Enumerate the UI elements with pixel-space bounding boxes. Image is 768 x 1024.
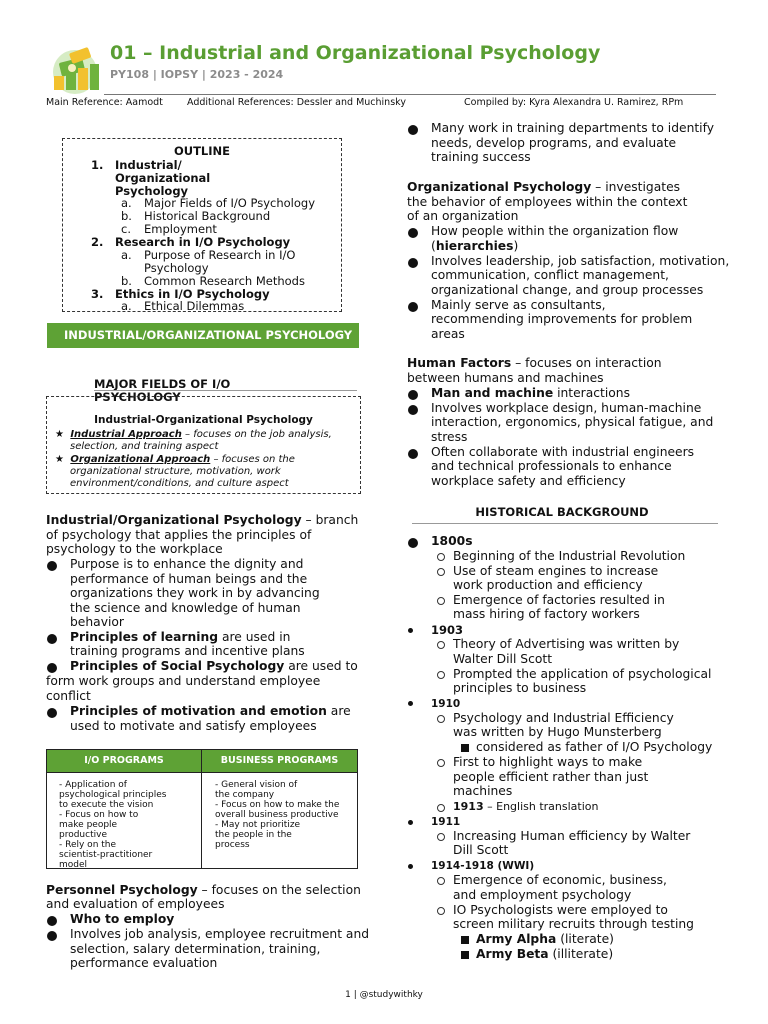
personnel-line-2: and evaluation of employees bbox=[46, 897, 225, 911]
bullet-icon bbox=[408, 125, 418, 135]
purpose-line: organizations they work in by advancing bbox=[70, 586, 320, 600]
section-bar-io-psychology: INDUSTRIAL/ORGANIZATIONAL PSYCHOLOGY bbox=[47, 323, 359, 348]
programs-table bbox=[46, 749, 358, 869]
personnel-bullet-line: performance evaluation bbox=[70, 956, 218, 970]
small-bullet-icon bbox=[408, 820, 413, 825]
outline-item: Employment bbox=[144, 222, 217, 236]
principles-social-term: Principles of Social Psychology bbox=[70, 659, 285, 673]
outline-item: Historical Background bbox=[144, 209, 271, 223]
small-bullet-icon bbox=[408, 628, 413, 633]
org-bullet-line: communication, conflict management, bbox=[431, 268, 669, 282]
square-bullet-icon bbox=[461, 951, 469, 959]
principles-motivation-term: Principles of motivation and emotion bbox=[70, 704, 327, 718]
principles-social-text: are used to bbox=[284, 659, 358, 673]
outline-num: a. bbox=[121, 248, 132, 262]
history-item: considered as father of I/O Psychology bbox=[476, 740, 713, 754]
history-item: mass hiring of factory workers bbox=[453, 607, 640, 621]
purpose-line: performance of human beings and the bbox=[70, 572, 308, 586]
year-1903: 1903 bbox=[431, 623, 464, 637]
man-machine-term: Man and machine bbox=[431, 386, 554, 400]
table-cell: - General vision of bbox=[215, 780, 298, 790]
industrial-approach-desc: – focuses on the job analysis, bbox=[181, 429, 332, 440]
year-1914-1918: 1914-1918 (WWI) bbox=[431, 860, 535, 872]
human-factors-line-1 bbox=[407, 356, 662, 371]
io-approaches-box bbox=[46, 396, 361, 494]
course-subtitle: PY108 | IOPSY | 2023 - 2024 bbox=[110, 68, 284, 81]
square-bullet-icon bbox=[461, 744, 469, 752]
table-divider bbox=[201, 750, 202, 868]
table-cell: make people bbox=[59, 820, 118, 830]
definition-text: – branch bbox=[301, 513, 359, 527]
personnel-bullet-line: Involves job analysis, employee recruitment and bbox=[70, 927, 370, 941]
hf-bullet-line bbox=[431, 386, 630, 401]
purpose-line: the science and knowledge of human bbox=[70, 601, 301, 615]
outline-item: Research in I/O Psychology bbox=[115, 235, 291, 249]
historical-background-heading: HISTORICAL BACKGROUND bbox=[475, 505, 649, 519]
io-box-title: Industrial-Organizational Psychology bbox=[94, 414, 313, 426]
personnel-line-1 bbox=[46, 883, 361, 898]
hollow-bullet-icon bbox=[437, 715, 445, 723]
org-bullet-line: Involves leadership, job satisfaction, motivation, bbox=[431, 254, 730, 268]
outline-num: 3. bbox=[91, 287, 104, 301]
hollow-bullet-icon bbox=[437, 759, 445, 767]
training-line: needs, develop programs, and evaluate bbox=[431, 136, 677, 150]
small-bullet-icon bbox=[408, 701, 413, 706]
definition-line-1 bbox=[46, 513, 358, 528]
history-item: screen military recruits through testing bbox=[453, 917, 694, 931]
history-item: Beginning of the Industrial Revolution bbox=[453, 549, 686, 563]
bullet-icon bbox=[47, 663, 57, 673]
hf-bullet-line: stress bbox=[431, 430, 468, 444]
org-approach-desc-3: environment/conditions, and culture aspect bbox=[70, 478, 289, 489]
army-alpha-term: Army Alpha bbox=[476, 932, 557, 946]
outline-title: OUTLINE bbox=[173, 144, 231, 158]
history-item: Emergence of economic, business, bbox=[453, 873, 667, 887]
major-fields-heading-2: PSYCHOLOGY bbox=[94, 390, 181, 404]
org-bullet-line: organizational change, and group processes bbox=[431, 283, 704, 297]
outline-num: b. bbox=[121, 274, 132, 288]
table-cell: to execute the vision bbox=[59, 800, 154, 810]
table-cell: productive bbox=[59, 830, 107, 840]
outline-box bbox=[62, 138, 342, 312]
industrial-approach-line: ★ Industrial Approach – focuses on the job analysis, bbox=[55, 429, 332, 440]
org-approach-line: ★ Organizational Approach – focuses on the bbox=[55, 454, 295, 465]
table-cell: - May not prioritize bbox=[215, 820, 301, 830]
org-psych-line-3: of an organization bbox=[407, 209, 519, 223]
table-header-business-programs: BUSINESS PROGRAMS bbox=[202, 750, 357, 772]
bullet-icon bbox=[47, 708, 57, 718]
major-fields-heading: MAJOR FIELDS OF I/O bbox=[94, 377, 231, 391]
history-item: people efficient rather than just bbox=[453, 770, 649, 784]
table-cell: the people in the bbox=[215, 830, 292, 840]
year-1911: 1911 bbox=[431, 816, 461, 828]
personnel-term: Personnel Psychology bbox=[46, 883, 198, 897]
money-logo-icon bbox=[46, 42, 104, 94]
table-cell: - Focus on how to bbox=[59, 810, 139, 820]
industrial-approach-desc-2: selection, and training aspect bbox=[70, 441, 219, 452]
history-item: IO Psychologists were employed to bbox=[453, 903, 668, 917]
history-item: Theory of Advertising was written by bbox=[453, 637, 680, 651]
org-bullet-line: areas bbox=[431, 327, 465, 341]
principles-motivation-line bbox=[70, 704, 351, 719]
page-footer: 1 | @studywithky bbox=[345, 990, 423, 1000]
army-beta-line bbox=[476, 947, 613, 962]
additional-references: Additional References: Dessler and Muchinsky bbox=[187, 97, 406, 108]
history-item: Walter Dill Scott bbox=[453, 652, 553, 666]
hollow-bullet-icon bbox=[437, 568, 445, 576]
org-psych-line-2: the behavior of employees within the context bbox=[407, 195, 688, 209]
hollow-bullet-icon bbox=[437, 553, 445, 561]
principles-learning-line bbox=[70, 630, 290, 645]
outline-num: 1. bbox=[91, 158, 104, 172]
year-1910: 1910 bbox=[431, 698, 461, 710]
man-machine-text: interactions bbox=[553, 386, 630, 400]
main-reference: Main Reference: Aamodt bbox=[46, 97, 163, 108]
table-cell: overall business productive bbox=[215, 810, 339, 820]
principles-social-line bbox=[70, 659, 358, 674]
bullet-icon bbox=[47, 931, 57, 941]
personnel-bullet-line: selection, salary determination, training, bbox=[70, 942, 321, 956]
personnel-text: – focuses on the selection bbox=[197, 883, 361, 897]
outline-item: Major Fields of I/O Psychology bbox=[144, 196, 316, 210]
outline-item: Purpose of Research in I/O bbox=[144, 248, 296, 262]
table-cell: the company bbox=[215, 790, 275, 800]
outline-item: Psychology bbox=[144, 261, 209, 275]
org-psych-line-1 bbox=[407, 180, 680, 195]
history-item: work production and efficiency bbox=[453, 578, 643, 592]
hf-bullet-line: Involves workplace design, human-machine bbox=[431, 401, 702, 415]
army-alpha-line bbox=[476, 932, 614, 947]
industrial-approach-term: Industrial Approach bbox=[70, 429, 182, 440]
outline-num: c. bbox=[121, 222, 131, 236]
outline-item: Common Research Methods bbox=[144, 274, 305, 288]
bullet-icon bbox=[408, 538, 418, 548]
principles-learning-term: Principles of learning bbox=[70, 630, 219, 644]
english-translation: – English translation bbox=[483, 800, 599, 813]
bullet-icon bbox=[47, 561, 57, 571]
hollow-bullet-icon bbox=[437, 671, 445, 679]
principles-learning-text: are used in bbox=[218, 630, 291, 644]
bullet-icon bbox=[408, 405, 418, 415]
history-1913-line bbox=[453, 800, 598, 815]
outline-num: 2. bbox=[91, 235, 104, 249]
heading-rule bbox=[412, 523, 718, 524]
org-bullet-line: How people within the organization flow bbox=[431, 224, 679, 238]
hollow-bullet-icon bbox=[437, 907, 445, 915]
outline-item: Ethics in I/O Psychology bbox=[115, 287, 270, 301]
army-alpha-text: (literate) bbox=[556, 932, 614, 946]
hollow-bullet-icon bbox=[437, 804, 445, 812]
year-1913: 1913 bbox=[453, 800, 484, 813]
org-bullet-line bbox=[431, 239, 518, 254]
bullet-icon bbox=[408, 228, 418, 238]
human-factors-term: Human Factors bbox=[407, 356, 512, 370]
principles-social-line-3: conflict bbox=[46, 689, 91, 703]
history-item: machines bbox=[453, 784, 513, 798]
hf-bullet-line: and technical professionals to enhance bbox=[431, 459, 672, 473]
table-cell: psychological principles bbox=[59, 790, 167, 800]
hf-bullet-line: interaction, ergonomics, physical fatigue, and bbox=[431, 415, 714, 429]
hf-bullet-line: workplace safety and efficiency bbox=[431, 474, 626, 488]
history-item: was written by Hugo Munsterberg bbox=[453, 725, 662, 739]
table-header-io-programs: I/O PROGRAMS bbox=[47, 750, 201, 772]
outline-num: b. bbox=[121, 209, 132, 223]
definition-line-2: of psychology that applies the principles of bbox=[46, 528, 312, 542]
org-approach-desc-2: organizational structure, motivation, work bbox=[70, 466, 281, 477]
paren: ( bbox=[431, 239, 436, 253]
org-approach-desc: – focuses on the bbox=[210, 454, 295, 465]
outline-item: Ethical Dilemmas bbox=[144, 299, 245, 313]
bullet-icon bbox=[408, 258, 418, 268]
principles-motivation-text: are bbox=[326, 704, 351, 718]
principles-social-line-2: form work groups and understand employee bbox=[46, 674, 321, 688]
history-item: Dill Scott bbox=[453, 843, 509, 857]
outline-num: a. bbox=[121, 196, 132, 210]
army-beta-term: Army Beta bbox=[476, 947, 549, 961]
table-cell: - Application of bbox=[59, 780, 127, 790]
history-item: Emergence of factories resulted in bbox=[453, 593, 665, 607]
bullet-icon bbox=[47, 634, 57, 644]
org-bullet-line: Mainly serve as consultants, bbox=[431, 298, 606, 312]
header-divider bbox=[104, 94, 716, 95]
org-approach-term: Organizational Approach bbox=[70, 454, 211, 465]
history-item: Use of steam engines to increase bbox=[453, 564, 659, 578]
history-item: First to highlight ways to make bbox=[453, 755, 643, 769]
org-bullet-line: recommending improvements for problem bbox=[431, 312, 693, 326]
hierarchies-term: hierarchies bbox=[435, 239, 514, 253]
bullet-icon bbox=[408, 302, 418, 312]
page-title: 01 – Industrial and Organizational Psychology bbox=[110, 42, 601, 64]
human-factors-line-2: between humans and machines bbox=[407, 371, 604, 385]
hollow-bullet-icon bbox=[437, 641, 445, 649]
paren: ) bbox=[513, 239, 519, 253]
history-item: principles to business bbox=[453, 681, 587, 695]
outline-item: Industrial/ Organizational Psychology bbox=[115, 158, 211, 198]
history-item: Increasing Human efficiency by Walter bbox=[453, 829, 691, 843]
compiled-by: Compiled by: Kyra Alexandra U. Ramirez, RPm bbox=[464, 97, 684, 108]
small-bullet-icon bbox=[408, 864, 413, 869]
outline-num: a. bbox=[121, 299, 132, 313]
training-line: training success bbox=[431, 150, 531, 164]
who-to-employ: Who to employ bbox=[70, 912, 175, 926]
purpose-line: behavior bbox=[70, 615, 124, 629]
principles-learning-line-2: training programs and incentive plans bbox=[70, 644, 305, 658]
principles-motivation-line-2: used to motivate and satisfy employees bbox=[70, 719, 317, 733]
io-psych-term: Industrial/Organizational Psychology bbox=[46, 513, 302, 527]
table-cell: scientist-practitioner bbox=[59, 850, 153, 860]
org-psych-term: Organizational Psychology bbox=[407, 180, 592, 194]
org-psych-text: – investigates bbox=[591, 180, 681, 194]
history-item: Prompted the application of psychological bbox=[453, 667, 712, 681]
purpose-line: Purpose is to enhance the dignity and bbox=[70, 557, 304, 571]
bullet-icon bbox=[408, 449, 418, 459]
table-cell: - Rely on the bbox=[59, 840, 117, 850]
bullet-icon bbox=[408, 390, 418, 400]
definition-line-3: psychology to the workplace bbox=[46, 542, 223, 556]
square-bullet-icon bbox=[461, 936, 469, 944]
training-line: Many work in training departments to identify bbox=[431, 121, 714, 135]
hf-bullet-line: Often collaborate with industrial engineers bbox=[431, 445, 695, 459]
year-1800s: 1800s bbox=[431, 534, 473, 548]
hollow-bullet-icon bbox=[437, 877, 445, 885]
history-item: and employment psychology bbox=[453, 888, 632, 902]
table-header-rule bbox=[47, 772, 357, 773]
army-beta-text: (illiterate) bbox=[548, 947, 614, 961]
hollow-bullet-icon bbox=[437, 597, 445, 605]
hollow-bullet-icon bbox=[437, 833, 445, 841]
bullet-icon bbox=[47, 916, 57, 926]
table-cell: process bbox=[215, 840, 250, 850]
table-cell: model bbox=[59, 860, 88, 870]
table-cell: - Focus on how to make the bbox=[215, 800, 340, 810]
history-item: Psychology and Industrial Efficiency bbox=[453, 711, 674, 725]
human-factors-text: – focuses on interaction bbox=[511, 356, 662, 370]
